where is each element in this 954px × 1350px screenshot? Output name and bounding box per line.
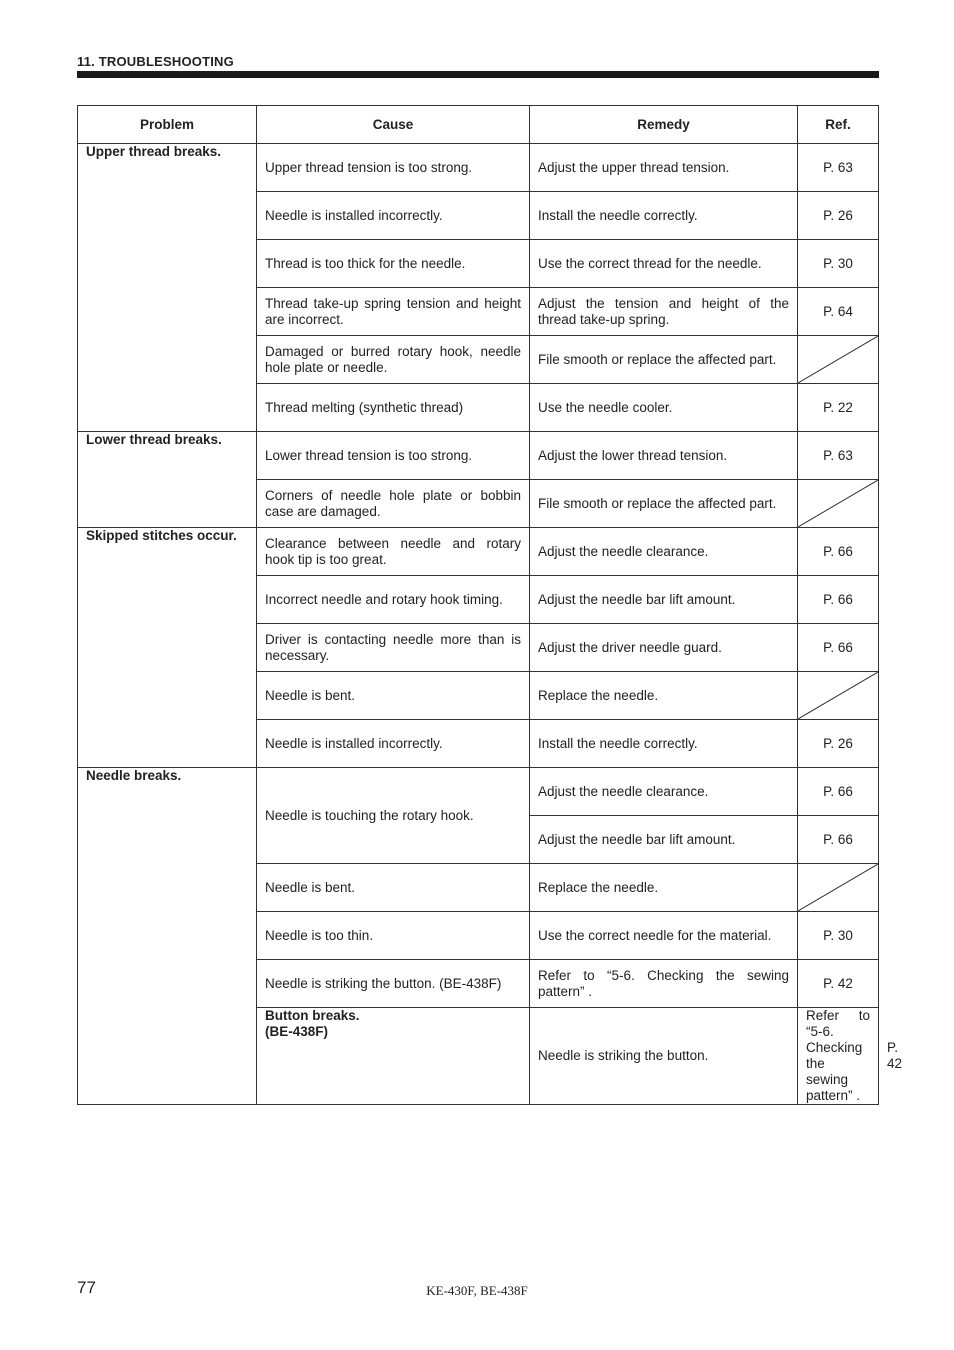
ref-not-applicable-cell <box>798 672 879 720</box>
table-row <box>78 768 879 816</box>
remedy-cell: Adjust the needle clearance. <box>530 528 798 576</box>
problem-cell: Needle breaks. <box>78 768 257 1105</box>
remedy-cell: File smooth or replace the affected part. <box>530 480 798 528</box>
ref-cell: P. 64 <box>798 288 879 336</box>
header-rule <box>77 71 879 78</box>
section-title: 11. TROUBLESHOOTING <box>77 54 234 69</box>
cause-cell: Needle is bent. <box>257 864 530 912</box>
problem-cell: Skipped stitches occur. <box>78 528 257 768</box>
remedy-cell: Install the needle correctly. <box>530 192 798 240</box>
remedy-cell: Use the needle cooler. <box>530 384 798 432</box>
cause-cell: Needle is striking the button. <box>530 1008 798 1105</box>
header-problem: Problem <box>78 106 257 144</box>
table-header-row <box>78 106 879 144</box>
remedy-cell: Adjust the upper thread tension. <box>530 144 798 192</box>
ref-not-applicable-cell <box>798 480 879 528</box>
remedy-cell: Adjust the lower thread tension. <box>530 432 798 480</box>
cause-cell: Upper thread tension is too strong. <box>257 144 530 192</box>
problem-line-1: Button breaks. <box>265 1008 360 1023</box>
cause-cell: Thread take-up spring tension and height are incorrect. <box>257 288 530 336</box>
remedy-cell: Adjust the driver needle guard. <box>530 624 798 672</box>
cause-cell: Thread melting (synthetic thread) <box>257 384 530 432</box>
ref-not-applicable-cell <box>798 864 879 912</box>
header-cause: Cause <box>257 106 530 144</box>
cause-cell: Thread is too thick for the needle. <box>257 240 530 288</box>
cause-cell: Needle is installed incorrectly. <box>257 720 530 768</box>
cause-cell: Needle is bent. <box>257 672 530 720</box>
table-row <box>78 432 879 480</box>
ref-cell: P. 63 <box>798 144 879 192</box>
remedy-cell: Install the needle correctly. <box>530 720 798 768</box>
ref-cell: P. 30 <box>798 912 879 960</box>
cause-cell: Clearance between needle and rotary hook tip is too great. <box>257 528 530 576</box>
problem-cell: Lower thread breaks. <box>78 432 257 528</box>
remedy-cell: Use the correct needle for the material. <box>530 912 798 960</box>
cause-cell: Needle is striking the button. (BE-438F) <box>257 960 530 1008</box>
cause-cell: Needle is installed incorrectly. <box>257 192 530 240</box>
ref-cell: P. 63 <box>798 432 879 480</box>
ref-cell: P. 26 <box>798 720 879 768</box>
cause-cell: Lower thread tension is too strong. <box>257 432 530 480</box>
remedy-cell: Adjust the tension and height of the thread take-up spring. <box>530 288 798 336</box>
ref-cell: P. 42 <box>798 960 879 1008</box>
remedy-cell: File smooth or replace the affected part. <box>530 336 798 384</box>
ref-cell: P. 66 <box>798 624 879 672</box>
remedy-cell: Refer to “5-6. Checking the sewing pattern” . <box>530 960 798 1008</box>
troubleshooting-table <box>77 105 903 1105</box>
ref-cell: P. 26 <box>798 192 879 240</box>
ref-cell: P. 66 <box>798 768 879 816</box>
remedy-cell: Adjust the needle bar lift amount. <box>530 576 798 624</box>
ref-not-applicable-cell <box>798 336 879 384</box>
table-row <box>78 144 879 192</box>
ref-cell: P. 66 <box>798 576 879 624</box>
remedy-cell: Adjust the needle clearance. <box>530 768 798 816</box>
cause-cell: Damaged or burred rotary hook, needle hole plate or needle. <box>257 336 530 384</box>
problem-line-2: (BE-438F) <box>265 1024 329 1039</box>
cause-cell: Needle is too thin. <box>257 912 530 960</box>
remedy-cell: Refer to “5-6. Checking the sewing pattern” . <box>798 1008 879 1105</box>
remedy-cell: Replace the needle. <box>530 672 798 720</box>
ref-cell: P. 66 <box>798 816 879 864</box>
table-row <box>78 528 879 576</box>
cause-cell: Needle is touching the rotary hook. <box>257 768 530 864</box>
cause-cell: Incorrect needle and rotary hook timing. <box>257 576 530 624</box>
ref-cell: P. 30 <box>798 240 879 288</box>
model-footer: KE-430F, BE-438F <box>426 1283 528 1298</box>
cause-cell: Corners of needle hole plate or bobbin case are damaged. <box>257 480 530 528</box>
problem-cell <box>257 1008 530 1105</box>
ref-cell: P. 66 <box>798 528 879 576</box>
header-remedy: Remedy <box>530 106 798 144</box>
page-number: 77 <box>77 1278 96 1297</box>
problem-cell: Upper thread breaks. <box>78 144 257 432</box>
header-ref: Ref. <box>798 106 879 144</box>
remedy-cell: Replace the needle. <box>530 864 798 912</box>
remedy-cell: Use the correct thread for the needle. <box>530 240 798 288</box>
cause-cell: Driver is contacting needle more than is necessary. <box>257 624 530 672</box>
table-row: Button breaks. (BE-438F) Needle is striking the button. Refer to “5-6. Checking the sewing pattern” . P. 42 <box>78 1008 879 1105</box>
ref-cell: P. 22 <box>798 384 879 432</box>
remedy-cell: Adjust the needle bar lift amount. <box>530 816 798 864</box>
